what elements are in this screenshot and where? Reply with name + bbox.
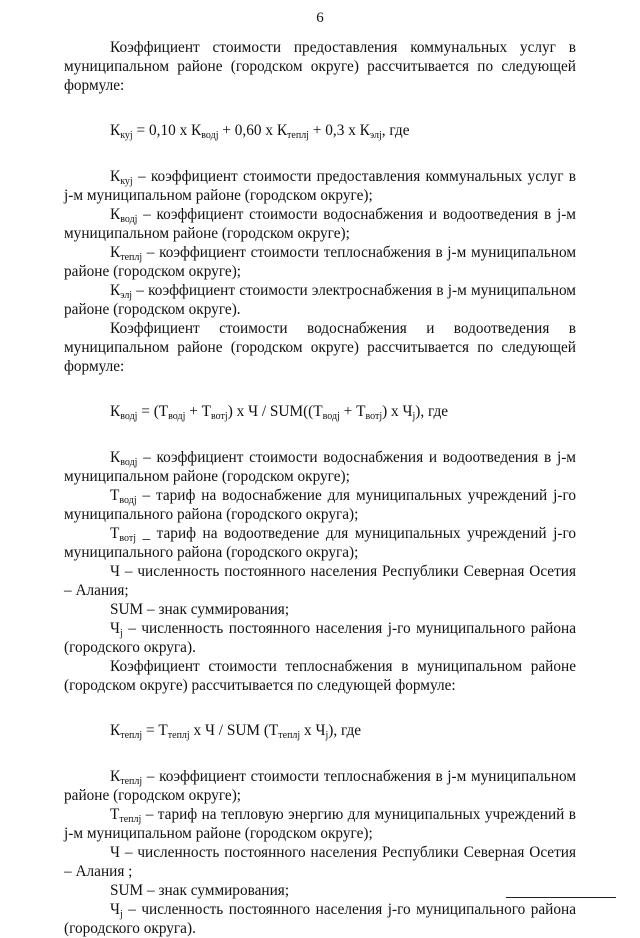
formula: $К_{куj} = 0,10$ х $К_{водj} + 0,60$ х $К_{теплj} + 0,3$ х $К_{элj}$, где: [110, 122, 410, 141]
paragraph: $Т_{теплj}$ – тариф на тепловую энергию для муниципальных учреждений в j-м муниципальном районе (городском округе);: [64, 806, 576, 842]
page-number: 6: [316, 10, 324, 26]
paragraph: $К_{элj}$ – коэффициент стоимости электроснабжения в j-м муниципальном районе (городском округе).: [64, 282, 576, 318]
formula: $К_{водj} = (Т_{водj} + Т_{вотj})$ х $Ч / SUM((Т_{водj} + Т_{вотj})$ х $Ч_j$), где: [110, 403, 449, 422]
paragraph: $Ч_j$ – численность постоянного населения j-го муниципального района (городского округа).: [64, 901, 576, 937]
formula: $К_{теплj} = Т_{теплj}$ х Ч / SUM ($Т_{теплj}$ х $Ч_j$), где: [110, 722, 362, 741]
paragraph: $Т_{вотj}$ _ тариф на водоотведение для муниципальных учреждений j-го муниципального района (городского округа);: [64, 525, 576, 561]
paragraph: $К_{теплj}$ – коэффициент стоимости теплоснабжения в j-м муниципальном районе (городском округе);: [64, 768, 576, 804]
paragraph: Ч – численность постоянного населения Республики Северная Осетия – Алания;: [64, 563, 576, 599]
paragraph: Коэффициент стоимости водоснабжения и водоотведения в муниципальном районе (городском округе) рассчитывается по следующей формуле:: [64, 320, 576, 375]
paragraph: Коэффициент стоимости предоставления коммунальных услуг в муниципальном районе (городском округе) рассчитывается по следующей формуле:: [64, 39, 576, 94]
paragraph: Ч – численность постоянного населения Республики Северная Осетия – Алания ;: [64, 844, 576, 880]
footer-rule: [506, 897, 616, 898]
paragraph: Коэффициент стоимости теплоснабжения в муниципальном районе (городском округе) рассчитывается по следующей формуле:: [64, 658, 576, 694]
paragraph: SUM – знак суммирования;: [110, 882, 290, 899]
paragraph: $К_{теплj}$ – коэффициент стоимости теплоснабжения в j-м муниципальном районе (городском округе);: [64, 244, 576, 280]
paragraph: $Т_{водj}$ – тариф на водоснабжение для муниципальных учреждений j-го муниципального района (городского округа);: [64, 487, 576, 523]
paragraph: SUM – знак суммирования;: [110, 601, 290, 618]
document-body: [64, 38, 576, 938]
paragraph: $К_{водj}$ – коэффициент стоимости водоснабжения и водоотведения в j-м муниципальном районе (городском округе);: [64, 206, 576, 242]
paragraph: $К_{водj}$ – коэффициент стоимости водоснабжения и водоотведения в j-м муниципальном районе (городском округе);: [64, 449, 576, 485]
paragraph: $Ч_j$ – численность постоянного населения j-го муниципального района (городского округа).: [64, 620, 576, 656]
paragraph: $К_{куj}$ – коэффициент стоимости предоставления коммунальных услуг в j-м муниципальном районе (городском округе);: [64, 168, 576, 204]
